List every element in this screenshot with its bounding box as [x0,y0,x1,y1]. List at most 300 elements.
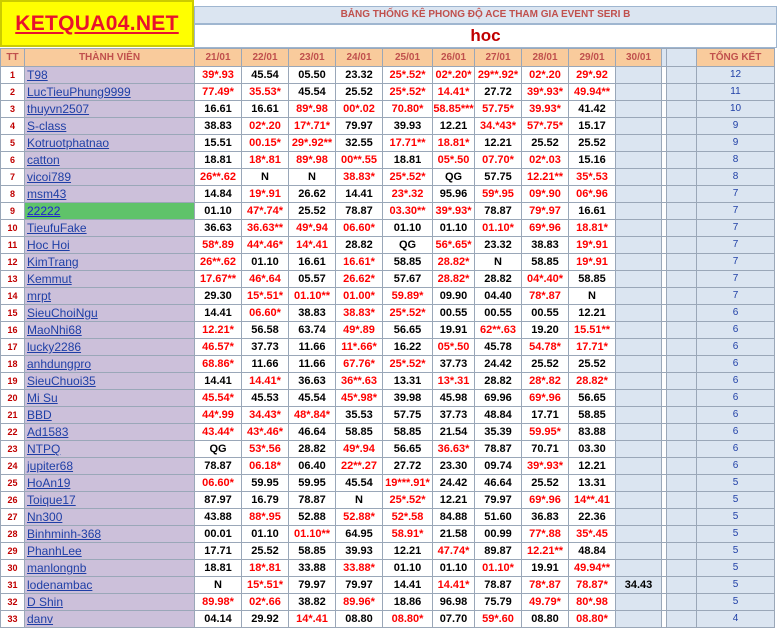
result-cell[interactable]: 01.10 [433,560,475,577]
total-cell[interactable]: 6 [697,322,775,339]
result-cell[interactable]: 04*.40* [522,271,569,288]
result-cell[interactable]: 68.86* [195,356,242,373]
result-cell[interactable]: 25.52 [522,135,569,152]
result-cell[interactable]: 29.30 [195,288,242,305]
result-cell[interactable]: 45.54 [289,84,336,101]
header-member[interactable]: THÀNH VIÊN [25,49,195,67]
row-number[interactable]: 3 [1,101,25,118]
result-cell[interactable]: 17.71** [383,135,433,152]
result-cell[interactable]: 56.58 [242,322,289,339]
total-cell[interactable]: 5 [697,475,775,492]
spacer-cell[interactable] [667,339,697,356]
result-cell[interactable]: 70.71 [522,441,569,458]
result-cell[interactable]: 96.98 [433,594,475,611]
result-cell[interactable]: 09.74 [475,458,522,475]
result-cell[interactable]: 13*.31 [433,373,475,390]
result-cell[interactable]: 18*.81 [242,152,289,169]
result-cell[interactable]: 45.54 [289,390,336,407]
result-cell[interactable] [616,288,662,305]
result-cell[interactable] [616,356,662,373]
total-cell[interactable]: 5 [697,577,775,594]
result-cell[interactable]: 69*.96 [522,390,569,407]
result-cell[interactable]: 02*.20 [522,67,569,84]
result-cell[interactable]: 05*.50 [433,152,475,169]
result-cell[interactable]: 01.10 [242,526,289,543]
result-cell[interactable]: 00.55 [475,305,522,322]
result-cell[interactable] [616,407,662,424]
spacer-cell[interactable] [667,611,697,628]
result-cell[interactable]: 12.21 [569,305,616,322]
result-cell[interactable]: 64.95 [336,526,383,543]
result-cell[interactable]: 59.95 [242,475,289,492]
result-cell[interactable]: 46.64 [475,475,522,492]
row-number[interactable]: 4 [1,118,25,135]
result-cell[interactable] [616,203,662,220]
result-cell[interactable]: 28.82 [475,271,522,288]
spacer-cell[interactable] [667,543,697,560]
spacer-cell[interactable] [667,220,697,237]
result-cell[interactable]: 14.41* [242,373,289,390]
row-number[interactable]: 21 [1,407,25,424]
result-cell[interactable]: 14.41 [383,577,433,594]
result-cell[interactable]: 14.41 [195,305,242,322]
result-cell[interactable]: 78.87* [569,577,616,594]
result-cell[interactable]: 39.93 [383,118,433,135]
result-cell[interactable]: 41.42 [569,101,616,118]
spacer-cell[interactable] [667,407,697,424]
result-cell[interactable]: N [289,169,336,186]
total-cell[interactable]: 7 [697,203,775,220]
result-cell[interactable]: 89*.98 [289,101,336,118]
total-cell[interactable]: 10 [697,101,775,118]
result-cell[interactable]: 43.44* [195,424,242,441]
result-cell[interactable]: 58.85 [522,254,569,271]
spacer-cell[interactable] [667,458,697,475]
row-number[interactable]: 9 [1,203,25,220]
spacer-cell[interactable] [667,560,697,577]
result-cell[interactable]: 16.79 [242,492,289,509]
result-cell[interactable]: 08.80 [336,611,383,628]
result-cell[interactable]: 23*.32 [383,186,433,203]
member-name[interactable]: 22222 [25,203,195,220]
result-cell[interactable]: 17*.71* [289,118,336,135]
result-cell[interactable]: 02*.03 [522,152,569,169]
spacer-cell[interactable] [667,305,697,322]
result-cell[interactable]: 06.18* [242,458,289,475]
result-cell[interactable]: 49.79* [522,594,569,611]
result-cell[interactable] [616,152,662,169]
result-cell[interactable] [616,237,662,254]
result-cell[interactable]: 84.88 [433,509,475,526]
result-cell[interactable]: 78.87 [475,203,522,220]
result-cell[interactable]: 89.96* [336,594,383,611]
result-cell[interactable]: 32.55 [336,135,383,152]
result-cell[interactable]: 04.40 [475,288,522,305]
result-cell[interactable]: 08.80 [522,611,569,628]
result-cell[interactable]: 78*.87 [522,577,569,594]
result-cell[interactable]: 56.65 [383,322,433,339]
row-number[interactable]: 12 [1,254,25,271]
result-cell[interactable]: N [195,577,242,594]
result-cell[interactable]: 53*.56 [242,441,289,458]
spacer-cell[interactable] [667,322,697,339]
result-cell[interactable]: 23.30 [433,458,475,475]
header-date[interactable]: 29/01 [569,49,616,67]
result-cell[interactable]: 21.54 [433,424,475,441]
spacer-cell[interactable] [667,288,697,305]
result-cell[interactable]: 14.41 [195,373,242,390]
total-cell[interactable]: 7 [697,220,775,237]
result-cell[interactable]: 77.49* [195,84,242,101]
result-cell[interactable]: 11.66 [289,356,336,373]
result-cell[interactable]: 36**.63 [336,373,383,390]
row-number[interactable]: 19 [1,373,25,390]
result-cell[interactable]: 14**.41 [569,492,616,509]
spacer-cell[interactable] [667,492,697,509]
result-cell[interactable]: 19.91 [522,560,569,577]
row-number[interactable]: 33 [1,611,25,628]
result-cell[interactable]: N [475,254,522,271]
result-cell[interactable]: 26.62 [289,186,336,203]
result-cell[interactable]: 25*.52* [383,305,433,322]
result-cell[interactable]: 01.10* [475,220,522,237]
member-name[interactable]: S-class [25,118,195,135]
result-cell[interactable]: 06.40 [289,458,336,475]
result-cell[interactable]: 23.32 [336,67,383,84]
result-cell[interactable]: 05.57 [289,271,336,288]
result-cell[interactable]: 52*.58 [383,509,433,526]
row-number[interactable]: 6 [1,152,25,169]
result-cell[interactable]: 24.42 [433,475,475,492]
result-cell[interactable]: 38.82 [289,594,336,611]
result-cell[interactable]: 02*.66 [242,594,289,611]
result-cell[interactable]: 25.52 [522,475,569,492]
member-name[interactable]: Nn300 [25,509,195,526]
result-cell[interactable]: 45*.98* [336,390,383,407]
result-cell[interactable]: 18.81 [195,152,242,169]
row-number[interactable]: 10 [1,220,25,237]
result-cell[interactable]: 78.87 [475,441,522,458]
result-cell[interactable]: 06.60* [336,220,383,237]
result-cell[interactable]: 25*.52* [383,169,433,186]
result-cell[interactable]: 78.87 [289,492,336,509]
result-cell[interactable]: 70.80* [383,101,433,118]
result-cell[interactable]: 19***.91* [383,475,433,492]
result-cell[interactable]: 59*.95 [475,186,522,203]
spacer-cell[interactable] [667,84,697,101]
result-cell[interactable]: 19*.91 [569,254,616,271]
total-cell[interactable]: 4 [697,611,775,628]
result-cell[interactable]: 45.53 [242,390,289,407]
result-cell[interactable] [616,169,662,186]
total-cell[interactable]: 7 [697,288,775,305]
result-cell[interactable] [616,373,662,390]
result-cell[interactable]: 28.82 [336,237,383,254]
result-cell[interactable]: 14*.41 [289,611,336,628]
member-name[interactable]: manlongnb [25,560,195,577]
header-date[interactable]: 25/01 [383,49,433,67]
member-name[interactable]: Ad1583 [25,424,195,441]
result-cell[interactable]: 00.55 [522,305,569,322]
result-cell[interactable]: 28.82 [289,441,336,458]
total-cell[interactable]: 8 [697,169,775,186]
result-cell[interactable]: 16.61 [289,254,336,271]
total-cell[interactable]: 7 [697,237,775,254]
result-cell[interactable]: 39*.93* [522,84,569,101]
result-cell[interactable]: 49.94** [569,560,616,577]
result-cell[interactable] [616,475,662,492]
result-cell[interactable]: 13.31 [383,373,433,390]
result-cell[interactable] [616,492,662,509]
total-cell[interactable]: 5 [697,509,775,526]
member-name[interactable]: BBD [25,407,195,424]
result-cell[interactable]: 54.78* [522,339,569,356]
result-cell[interactable]: 49*.94 [336,441,383,458]
total-cell[interactable]: 8 [697,152,775,169]
result-cell[interactable]: 45.54 [242,67,289,84]
result-cell[interactable]: 33.88 [289,560,336,577]
member-name[interactable]: PhanhLee [25,543,195,560]
result-cell[interactable]: 15*.51* [242,577,289,594]
result-cell[interactable]: 77*.88 [522,526,569,543]
result-cell[interactable]: 25*.52* [383,492,433,509]
result-cell[interactable]: 45.98 [433,390,475,407]
result-cell[interactable]: 18.81* [433,135,475,152]
result-cell[interactable]: 43*.46* [242,424,289,441]
result-cell[interactable]: 12.21** [522,543,569,560]
result-cell[interactable] [616,84,662,101]
header-tt[interactable]: TT [1,49,25,67]
result-cell[interactable] [616,509,662,526]
result-cell[interactable]: 63.74 [289,322,336,339]
total-cell[interactable]: 6 [697,441,775,458]
member-name[interactable]: T98 [25,67,195,84]
result-cell[interactable]: 69.96 [475,390,522,407]
result-cell[interactable]: 17.71 [195,543,242,560]
result-cell[interactable]: 08.80* [569,611,616,628]
result-cell[interactable]: 12.21* [195,322,242,339]
header-date[interactable]: 23/01 [289,49,336,67]
result-cell[interactable]: 26**.62 [195,169,242,186]
result-cell[interactable]: 47*.74* [242,203,289,220]
row-number[interactable]: 1 [1,67,25,84]
result-cell[interactable]: 07.70* [475,152,522,169]
result-cell[interactable]: 59.95* [522,424,569,441]
member-name[interactable]: Hoc Hoi [25,237,195,254]
row-number[interactable]: 22 [1,424,25,441]
result-cell[interactable]: 78*.87 [522,288,569,305]
spacer-cell[interactable] [667,152,697,169]
spacer-cell[interactable] [667,135,697,152]
total-cell[interactable]: 11 [697,84,775,101]
result-cell[interactable]: 58.85 [569,407,616,424]
result-cell[interactable]: 37.73 [433,356,475,373]
result-cell[interactable] [616,526,662,543]
spacer-cell[interactable] [667,237,697,254]
member-name[interactable]: D Shin [25,594,195,611]
result-cell[interactable]: 33.88* [336,560,383,577]
total-cell[interactable]: 6 [697,356,775,373]
result-cell[interactable]: 44*.99 [195,407,242,424]
total-cell[interactable]: 7 [697,254,775,271]
result-cell[interactable]: 35.39 [475,424,522,441]
result-cell[interactable]: 12.21 [475,135,522,152]
result-cell[interactable]: 01.00* [336,288,383,305]
result-cell[interactable] [616,186,662,203]
row-number[interactable]: 8 [1,186,25,203]
result-cell[interactable]: 01.10 [383,560,433,577]
spacer-cell[interactable] [667,203,697,220]
spacer-cell[interactable] [667,509,697,526]
member-name[interactable]: thuyvn2507 [25,101,195,118]
result-cell[interactable]: 06.60* [242,305,289,322]
member-name[interactable]: Mi Su [25,390,195,407]
result-cell[interactable]: 29**.92* [475,67,522,84]
result-cell[interactable]: 57.75 [383,407,433,424]
result-cell[interactable]: 14.84 [195,186,242,203]
result-cell[interactable]: 18*.81 [242,560,289,577]
result-cell[interactable]: 01.10* [475,560,522,577]
result-cell[interactable]: 19.91 [433,322,475,339]
result-cell[interactable]: 45.54* [195,390,242,407]
row-number[interactable]: 11 [1,237,25,254]
result-cell[interactable]: 15.51** [569,322,616,339]
result-cell[interactable]: 36.63* [433,441,475,458]
row-number[interactable]: 16 [1,322,25,339]
spacer-cell[interactable] [667,169,697,186]
result-cell[interactable]: 48*.84* [289,407,336,424]
total-cell[interactable]: 6 [697,458,775,475]
result-cell[interactable]: 47.74* [433,543,475,560]
result-cell[interactable]: 12.21 [569,458,616,475]
result-cell[interactable]: 01.10** [289,526,336,543]
result-cell[interactable]: 36.63** [242,220,289,237]
member-name[interactable]: anhdungpro [25,356,195,373]
result-cell[interactable]: 18.81 [383,152,433,169]
total-cell[interactable]: 6 [697,305,775,322]
result-cell[interactable]: 39*.93* [522,458,569,475]
result-cell[interactable]: 51.60 [475,509,522,526]
result-cell[interactable]: 25*.52* [383,67,433,84]
row-number[interactable]: 20 [1,390,25,407]
result-cell[interactable]: 36.63 [195,220,242,237]
result-cell[interactable]: 35*.45 [569,526,616,543]
result-cell[interactable]: 79.97 [289,577,336,594]
result-cell[interactable] [616,458,662,475]
result-cell[interactable]: 57.75 [475,169,522,186]
result-cell[interactable]: 15.17 [569,118,616,135]
member-name[interactable]: Kemmut [25,271,195,288]
result-cell[interactable]: 25*.52* [383,356,433,373]
header-date[interactable]: 26/01 [433,49,475,67]
result-cell[interactable]: 39*.93 [195,67,242,84]
row-number[interactable]: 27 [1,509,25,526]
result-cell[interactable]: 25.52 [336,84,383,101]
total-cell[interactable]: 5 [697,492,775,509]
spacer-cell[interactable] [667,67,697,84]
total-cell[interactable]: 5 [697,526,775,543]
total-cell[interactable]: 6 [697,339,775,356]
result-cell[interactable]: 16.61 [242,101,289,118]
total-cell[interactable]: 5 [697,560,775,577]
result-cell[interactable]: 46.64 [289,424,336,441]
member-name[interactable]: KimTrang [25,254,195,271]
result-cell[interactable]: 38.83* [336,169,383,186]
row-number[interactable]: 25 [1,475,25,492]
result-cell[interactable]: 34.*43* [475,118,522,135]
result-cell[interactable]: 03.30** [383,203,433,220]
total-cell[interactable]: 5 [697,594,775,611]
result-cell[interactable]: 58.85 [336,424,383,441]
result-cell[interactable]: 02*.20* [433,67,475,84]
result-cell[interactable]: 21.58 [433,526,475,543]
result-cell[interactable]: 02*.20 [242,118,289,135]
result-cell[interactable]: 39.93 [336,543,383,560]
result-cell[interactable]: 35.53 [336,407,383,424]
result-cell[interactable]: 38.83 [195,118,242,135]
total-cell[interactable]: 12 [697,67,775,84]
result-cell[interactable]: 01.10 [242,254,289,271]
result-cell[interactable]: 11.66 [289,339,336,356]
result-cell[interactable]: 29*.92 [569,67,616,84]
row-number[interactable]: 13 [1,271,25,288]
result-cell[interactable] [616,424,662,441]
header-date[interactable]: 24/01 [336,49,383,67]
header-date[interactable]: 27/01 [475,49,522,67]
spacer-cell[interactable] [667,390,697,407]
result-cell[interactable]: 27.72 [383,458,433,475]
result-cell[interactable]: 06*.96 [569,186,616,203]
result-cell[interactable]: 22.36 [569,509,616,526]
result-cell[interactable]: 34.43* [242,407,289,424]
result-cell[interactable] [616,390,662,407]
total-cell[interactable]: 7 [697,271,775,288]
header-date[interactable]: 21/01 [195,49,242,67]
result-cell[interactable] [616,67,662,84]
result-cell[interactable]: N [242,169,289,186]
header-date[interactable]: 28/01 [522,49,569,67]
member-name[interactable]: mrpt [25,288,195,305]
row-number[interactable]: 18 [1,356,25,373]
result-cell[interactable]: 01.10 [195,203,242,220]
result-cell[interactable] [616,271,662,288]
result-cell[interactable]: 00.55 [433,305,475,322]
result-cell[interactable]: 05*.50 [433,339,475,356]
result-cell[interactable]: 19*.91 [569,237,616,254]
result-cell[interactable]: 11.66 [242,356,289,373]
result-cell[interactable]: 28.82* [433,271,475,288]
result-cell[interactable]: 12.21 [433,492,475,509]
result-cell[interactable]: 78.87 [195,458,242,475]
result-cell[interactable]: 17.67** [195,271,242,288]
member-name[interactable]: HoAn19 [25,475,195,492]
result-cell[interactable]: 59.95 [289,475,336,492]
result-cell[interactable]: 18.81* [569,220,616,237]
result-cell[interactable]: 57*.75* [522,118,569,135]
result-cell[interactable]: 39*.93* [433,203,475,220]
total-cell[interactable]: 9 [697,118,775,135]
result-cell[interactable]: 48.84 [475,407,522,424]
result-cell[interactable]: 37.73 [242,339,289,356]
result-cell[interactable]: 89.87 [475,543,522,560]
result-cell[interactable]: 36.63 [289,373,336,390]
result-cell[interactable]: 88*.95 [242,509,289,526]
result-cell[interactable]: 15.16 [569,152,616,169]
result-cell[interactable]: 14*.41 [289,237,336,254]
result-cell[interactable]: 17.71* [569,339,616,356]
result-cell[interactable]: N [336,492,383,509]
total-cell[interactable]: 9 [697,135,775,152]
